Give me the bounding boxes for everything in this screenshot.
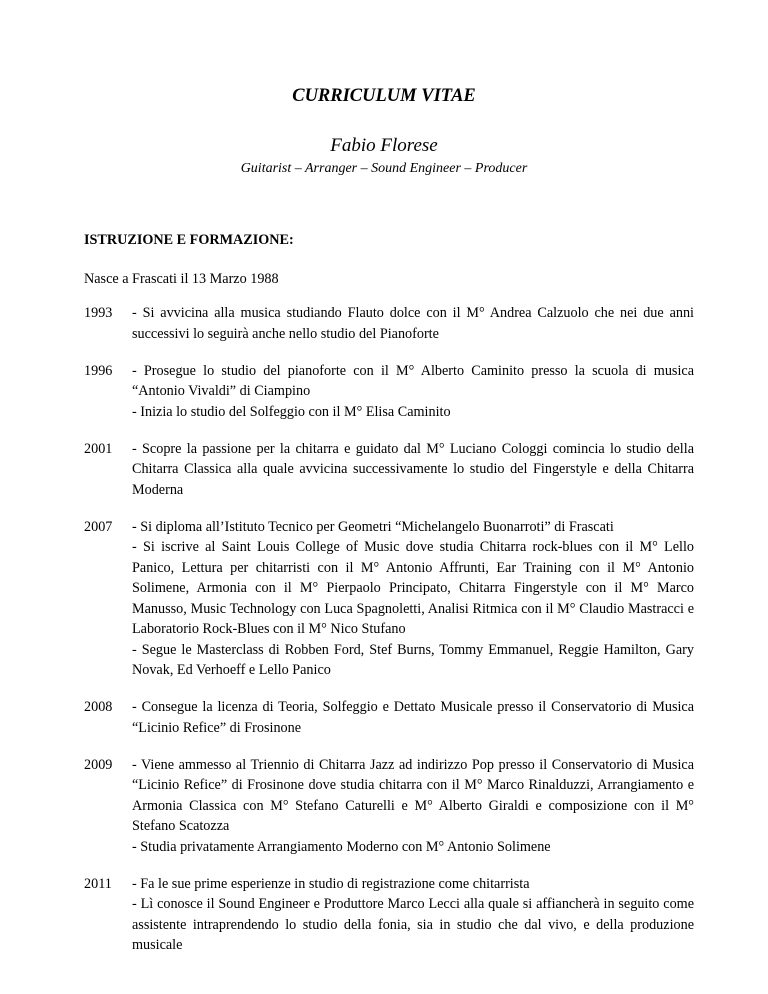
entry-item: - Inizia lo studio del Solfeggio con il M° Elisa Caminito (132, 403, 451, 420)
timeline-entry-2011 (84, 874, 694, 956)
entry-year: 2001 (84, 440, 113, 457)
entry-description (132, 303, 694, 344)
entry-description (132, 517, 694, 681)
timeline-entry-2008 (84, 697, 694, 738)
entry-description (132, 361, 694, 423)
entry-description (132, 439, 694, 501)
timeline-entry-2001 (84, 439, 694, 501)
entry-year: 1993 (84, 305, 113, 321)
entry-year: 2011 (84, 875, 112, 892)
birth-statement: Nasce a Frascati il 13 Marzo 1988 (84, 271, 279, 287)
entry-item: - Studia privatamente Arrangiamento Moderno con M° Antonio Solimene (132, 838, 551, 855)
entry-item: - Scopre la passione per la chitarra e guidato dal M° Luciano Cologgi comincia lo studio della Chitarra Classica alla quale avvicina successivamente lo studio del Fingerstyle e della Chitarra Moderna (132, 440, 694, 498)
entry-item: - Si diploma all’Istituto Tecnico per Geometri “Michelangelo Buonarroti” di Frascati (132, 518, 614, 535)
entry-description (132, 697, 694, 738)
entry-year: 2009 (84, 756, 113, 773)
entry-item: - Consegue la licenza di Teoria, Solfeggio e Dettato Musicale presso il Conservatorio di Musica “Licinio Refice” di Frosinone (132, 699, 694, 736)
entry-item: - Prosegue lo studio del pianoforte con il M° Alberto Caminito presso la scuola di musica “Antonio Vivaldi” di Ciampino (132, 362, 694, 399)
entry-item: - Segue le Masterclass di Robben Ford, Stef Burns, Tommy Emmanuel, Reggie Hamilton, Gary Novak, Ed Verhoeff e Lello Panico (132, 641, 694, 678)
document-title: CURRICULUM VITAE (292, 86, 476, 106)
entry-description (132, 874, 694, 956)
entry-item: - Viene ammesso al Triennio di Chitarra Jazz ad indirizzo Pop presso il Conservatorio di Musica “Licinio Refice” di Frosinone dove studia chitarra con il M° Marco Rinalduzzi, Arrangiamento e Armonia Classica con M° Stefano Caturelli e M° Alberto Giraldi e composizione con il M° Stefano Scatozza (132, 756, 694, 834)
entry-item: - Lì conosce il Sound Engineer e Produttore Marco Lecci alla quale si affiancherà in seguito come assistente intraprendendo lo studio della fonia, sia in studio che dal vivo, e della produzione musicale (132, 896, 694, 953)
timeline-entry-1993 (84, 303, 694, 344)
section-heading-education: ISTRUZIONE E FORMAZIONE: (84, 232, 294, 248)
entry-year: 2008 (84, 699, 113, 715)
entry-item: - Si avvicina alla musica studiando Flauto dolce con il M° Andrea Calzuolo che nei due anni successivi lo seguirà anche nello studio del Pianoforte (132, 305, 694, 342)
entry-year: 2007 (84, 518, 113, 535)
timeline-entry-1996 (84, 361, 694, 423)
entry-item: - Si iscrive al Saint Louis College of Music dove studia Chitarra rock-blues con il M° Lello Panico, Lettura per chitarristi con il M° Antonio Affrunti, Ear Training con il M° Antonio Solimene, Armonia con il M° Pierpaolo Principato, Chitarra Fingerstyle con il M° Marco Manusso, Music Technology con Luca Spagnoletti, Analisi Ritmica con il M° Claudio Mastracci e Laboratorio Rock-Blues con il M° Nico Stufano (132, 539, 694, 637)
entry-item: - Fa le sue prime esperienze in studio di registrazione come chitarrista (132, 875, 530, 892)
entry-description (132, 755, 694, 858)
timeline-entry-2007 (84, 517, 694, 681)
person-roles: Guitarist – Arranger – Sound Engineer – Producer (240, 161, 528, 176)
entry-year: 1996 (84, 362, 113, 379)
timeline-entry-2009 (84, 755, 694, 858)
person-name: Fabio Florese (330, 135, 438, 156)
education-timeline (84, 303, 694, 972)
